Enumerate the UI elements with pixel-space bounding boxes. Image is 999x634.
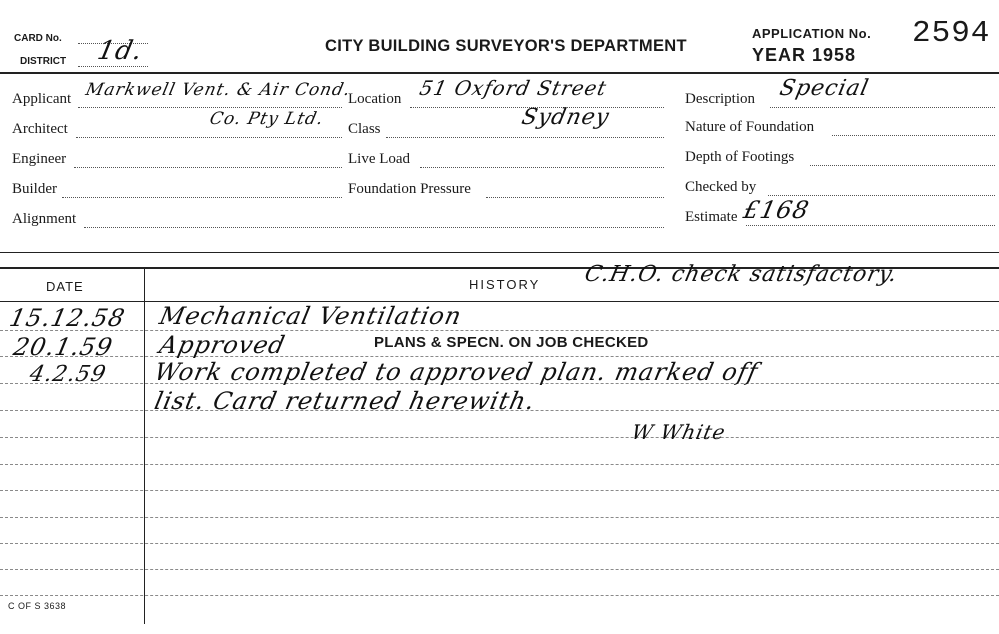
live-load-line — [420, 167, 664, 168]
applicant-label: Applicant — [12, 91, 72, 107]
ruled-line — [0, 595, 999, 596]
estimate-value: £168 — [741, 196, 813, 224]
engineer-line — [74, 167, 342, 168]
year-label: YEAR 1958 — [752, 45, 857, 65]
header-rule — [0, 72, 999, 74]
history-header-rule — [0, 301, 999, 302]
ruled-line — [0, 543, 999, 544]
builder-label: Builder — [12, 181, 57, 197]
district-line — [78, 66, 148, 67]
ruled-line — [0, 356, 999, 357]
checked-by-label: Checked by — [685, 179, 757, 195]
depth-of-footings-line — [810, 165, 995, 166]
estimate-line — [746, 225, 995, 226]
history-date: 20.1.59 — [11, 333, 116, 361]
history-entry-text: Work completed to approved plan. marked off — [152, 358, 761, 386]
district-value: 1d. — [94, 36, 146, 66]
description-value: Special — [777, 76, 872, 101]
application-label: APPLICATION No. — [752, 26, 872, 41]
architect-label: Architect — [12, 121, 68, 137]
live-load-label: Live Load — [348, 151, 411, 167]
alignment-line — [84, 227, 664, 228]
applicant-line — [78, 107, 342, 108]
history-note: C.H.O. check satisfactory. — [582, 262, 901, 287]
architect-line — [76, 137, 342, 138]
nature-of-foundation-label: Nature of Foundation — [685, 119, 815, 135]
signature: W White — [629, 420, 729, 444]
form-code: C OF S 3638 — [8, 601, 67, 611]
ruled-line — [0, 437, 999, 438]
foundation-pressure-line — [486, 197, 664, 198]
department-title: CITY BUILDING SURVEYOR'S DEPARTMENT — [325, 37, 687, 55]
class-line — [386, 137, 664, 138]
description-label: Description — [685, 91, 755, 107]
history-date: 15.12.58 — [7, 304, 128, 332]
nature-of-foundation-line — [832, 135, 995, 136]
foundation-pressure-label: Foundation Pressure — [348, 181, 471, 197]
ruled-line — [0, 490, 999, 491]
class-label: Class — [348, 121, 381, 137]
estimate-label: Estimate — [685, 209, 738, 225]
alignment-label: Alignment — [12, 211, 77, 227]
location-label: Location — [348, 91, 402, 107]
depth-of-footings-label: Depth of Footings — [685, 149, 795, 165]
location-value: 51 Oxford Street — [417, 76, 610, 100]
history-entry-text-continued: list. Card returned herewith. — [152, 387, 538, 415]
date-column-divider — [144, 268, 145, 624]
history-column-header: HISTORY — [469, 277, 541, 292]
engineer-label: Engineer — [12, 151, 67, 167]
applicant-value-line2: Co. Pty Ltd. — [207, 109, 326, 129]
ruled-line — [0, 464, 999, 465]
ruled-line — [0, 517, 999, 518]
fields-bottom-rule — [0, 252, 999, 253]
description-line — [770, 107, 995, 108]
ruled-line — [0, 330, 999, 331]
date-column-header: DATE — [46, 279, 84, 294]
plans-checked-stamp: PLANS & SPECN. ON JOB CHECKED — [374, 334, 649, 351]
location-value-line2: Sydney — [519, 105, 612, 130]
applicant-value: Markwell Vent. & Air Cond. — [83, 80, 353, 100]
district-label: DISTRICT — [20, 56, 67, 67]
history-entry-text: Mechanical Ventilation — [157, 302, 465, 330]
history-date: 4.2.59 — [27, 362, 109, 387]
application-number: 2594 — [912, 16, 991, 51]
card-no-label: CARD No. — [14, 33, 62, 44]
history-entry-text: Approved — [157, 331, 289, 359]
builder-line — [62, 197, 342, 198]
ruled-line — [0, 569, 999, 570]
